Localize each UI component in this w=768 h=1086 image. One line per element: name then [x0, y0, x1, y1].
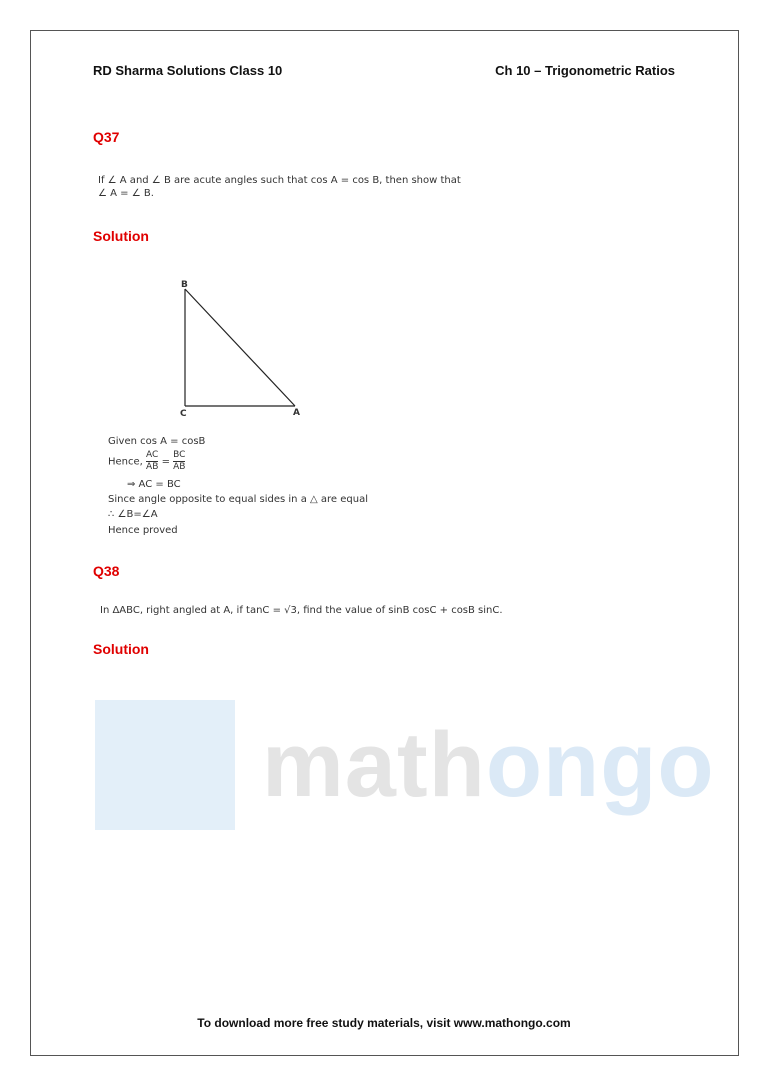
solution-label-q38: Solution [93, 641, 149, 657]
header-chapter-title: Ch 10 – Trigonometric Ratios [495, 63, 675, 78]
step-hence [108, 450, 185, 473]
q37-text-line2: ∠ A = ∠ B. [98, 188, 154, 199]
q38-text: In ΔABC, right angled at A, if tanC = √3, find the value of sinB cosC + cosB sinC. [100, 605, 503, 616]
vertex-b-label: B [181, 280, 188, 290]
mathongo-watermark-logo [95, 700, 235, 830]
numerator: AC [146, 450, 159, 460]
question-label-q38: Q38 [93, 563, 120, 579]
watermark-text: math [262, 714, 486, 816]
equals-sign: = [161, 456, 170, 468]
q37-text-line1: If ∠ A and ∠ B are acute angles such that cos A = cos B, then show that [98, 175, 461, 186]
right-triangle-figure [175, 275, 315, 425]
question-label-q37: Q37 [93, 129, 120, 145]
denominator: AB [173, 462, 186, 472]
watermark-text-accent: ongo [485, 714, 715, 816]
step-therefore: ∴ ∠B=∠A [108, 509, 158, 520]
step-since: Since angle opposite to equal sides in a △ are equal [108, 494, 368, 505]
solution-label-q37: Solution [93, 228, 149, 244]
header-book-title: RD Sharma Solutions Class 10 [93, 63, 283, 78]
mathongo-watermark [262, 715, 715, 815]
step-proved: Hence proved [108, 525, 178, 536]
hence-text: Hence, [108, 456, 143, 468]
footer-download-note: To download more free study materials, visit www.mathongo.com [197, 1016, 571, 1030]
side-ab [185, 289, 295, 406]
step-implies: ⇒ AC = BC [127, 479, 181, 490]
numerator: BC [173, 450, 186, 460]
denominator: AB [146, 462, 159, 472]
fraction-bc-ab [173, 450, 185, 473]
fraction-ac-ab [146, 450, 158, 473]
step-given: Given cos A = cosB [108, 436, 206, 447]
vertex-c-label: C [180, 409, 187, 419]
vertex-a-label: A [293, 408, 300, 418]
